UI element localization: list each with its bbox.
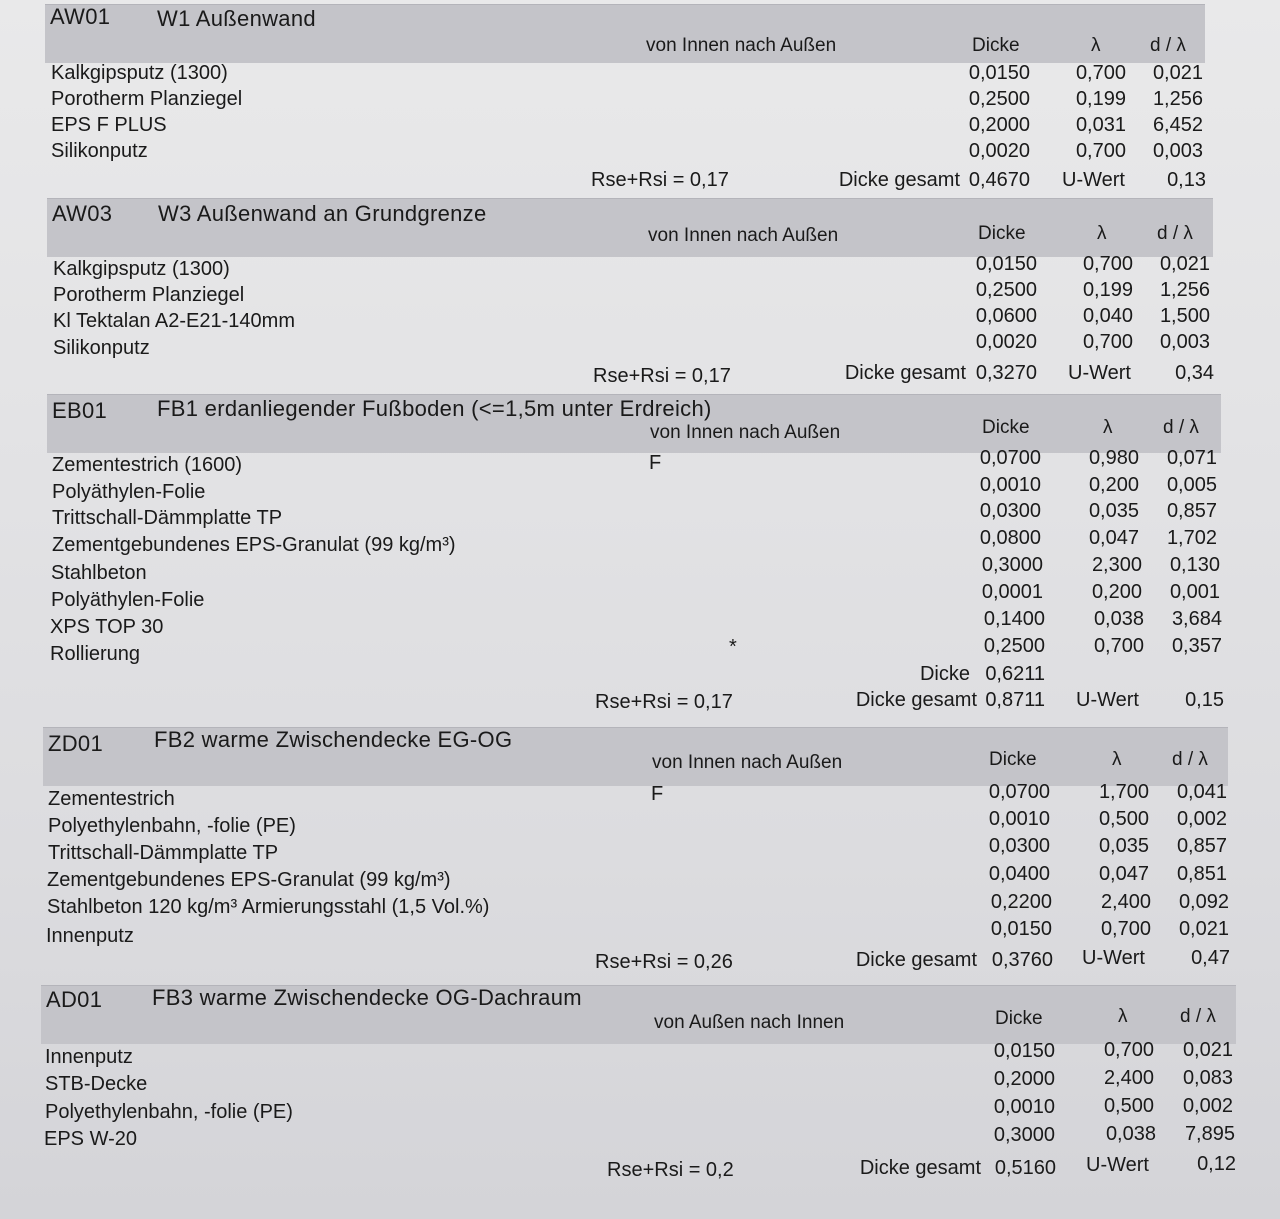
direction-label: von Innen nach Außen [648,225,839,246]
layer-dicke: 0,2500 [983,635,1045,657]
rse-rsi-value: Rse+Rsi = 0,17 [593,365,731,387]
rse-rsi-value: Rse+Rsi = 0,2 [607,1159,734,1181]
layer-dicke: 0,0700 [988,781,1050,803]
layer-dl: 1,256 [1152,88,1203,110]
dicke-gesamt-value: 0,5160 [994,1157,1056,1179]
dicke-gesamt-label: Dicke gesamt [855,949,977,971]
layer-name: Silikonputz [51,140,148,162]
layer-dicke: 0,3000 [993,1124,1055,1146]
layer-lambda: 0,035 [1088,500,1139,522]
col-dl-header: d / λ [1157,223,1193,244]
rse-rsi-value: Rse+Rsi = 0,17 [591,169,729,191]
layer-name: Zementestrich (1600) [52,454,243,476]
section-title: W1 Außenwand [157,6,316,31]
dicke-gesamt-label: Dicke gesamt [844,362,966,384]
layer-dicke: 0,0001 [981,581,1043,603]
layer-dicke: 0,0300 [988,835,1050,857]
layer-dl: 0,021 [1152,62,1203,84]
u-wert-value: 0,34 [1175,362,1214,384]
layer-lambda: 0,700 [1093,635,1144,657]
layer-name: Polyethylenbahn, -folie (PE) [45,1101,293,1123]
layer-flag: F [649,452,662,474]
layer-dicke: 0,0400 [988,863,1050,885]
col-lambda-header: λ [1112,749,1122,770]
layer-dl: 0,003 [1152,140,1203,162]
layer-lambda: 0,500 [1098,808,1149,830]
direction-label: von Außen nach Innen [654,1012,845,1033]
layer-name: Polyethylenbahn, -folie (PE) [48,815,296,837]
layer-dl: 0,092 [1178,891,1229,913]
layer-dicke: 0,0020 [968,140,1030,162]
layer-lambda: 0,040 [1082,305,1133,327]
layer-name: Innenputz [46,925,134,947]
layer-dl: 0,002 [1182,1095,1233,1117]
col-lambda-header: λ [1091,35,1101,56]
layer-dicke: 0,0700 [979,447,1041,469]
layer-dl: 0,003 [1159,331,1210,353]
col-dicke-header: Dicke [995,1008,1043,1029]
direction-label: von Innen nach Außen [646,35,837,56]
rse-rsi-value: Rse+Rsi = 0,17 [595,691,733,713]
layer-dicke: 0,2000 [968,114,1030,136]
layer-name: Polyäthylen-Folie [52,481,206,503]
layer-name: Zementgebundenes EPS-Granulat (99 kg/m³) [52,534,456,556]
layer-dl: 0,857 [1166,500,1217,522]
layer-lambda: 0,035 [1098,835,1149,857]
layer-lambda: 2,400 [1100,891,1151,913]
layer-flag: F [651,783,664,805]
layer-name: Kalkgipsputz (1300) [51,62,228,84]
layer-name: Innenputz [45,1046,133,1068]
layer-name: Porotherm Planziegel [53,284,245,306]
layer-lambda: 0,200 [1091,581,1142,603]
section-code: AW01 [50,4,111,29]
layer-dl: 0,041 [1176,781,1227,803]
layer-name: STB-Decke [45,1073,148,1095]
layer-dicke: 0,0010 [988,808,1050,830]
dicke-gesamt-value: 0,3760 [991,949,1053,971]
layer-name: Kalkgipsputz (1300) [53,258,230,280]
layer-dl: 1,500 [1159,305,1210,327]
layer-name: XPS TOP 30 [50,616,164,638]
dicke-sub-value: 0,6211 [985,663,1045,685]
col-dl-header: d / λ [1163,417,1199,438]
section-code: EB01 [52,398,108,423]
layer-name: Trittschall-Dämmplatte TP [48,842,279,864]
layer-dl: 1,702 [1166,527,1217,549]
u-wert-value: 0,47 [1191,947,1230,969]
dicke-sub-label: Dicke [919,663,970,685]
section-code: AD01 [46,987,103,1012]
layer-dl: 0,857 [1176,835,1227,857]
layer-lambda: 0,700 [1075,140,1126,162]
col-lambda-header: λ [1097,223,1107,244]
layer-name: Porotherm Planziegel [51,88,243,110]
layer-dicke: 0,3000 [981,554,1043,576]
dicke-gesamt-value: 0,8711 [985,689,1045,711]
layer-dicke: 0,2000 [993,1068,1055,1090]
layer-name: Rollierung [50,643,141,665]
layer-dl: 0,021 [1182,1039,1233,1061]
layer-dl: 0,001 [1169,581,1220,603]
layer-name: Zementestrich [48,788,175,810]
col-dl-header: d / λ [1180,1006,1216,1027]
layer-dicke: 0,2500 [975,279,1037,301]
dicke-gesamt-value: 0,4670 [968,169,1030,191]
layer-name: EPS F PLUS [51,114,167,136]
layer-lambda: 0,038 [1105,1123,1156,1145]
layer-lambda: 0,031 [1075,114,1126,136]
layer-lambda: 2,300 [1091,554,1142,576]
layer-name: Stahlbeton 120 kg/m³ Armierungsstahl (1,5 Vol.%) [47,896,490,918]
col-dicke-header: Dicke [982,417,1030,438]
u-wert-value: 0,12 [1197,1153,1236,1175]
col-lambda-header: λ [1103,417,1113,438]
layer-name: Kl Tektalan A2-E21-140mm [53,310,295,332]
layer-dl: 0,071 [1166,447,1217,469]
layer-lambda: 0,700 [1075,62,1126,84]
layer-dicke: 0,2500 [968,88,1030,110]
layer-lambda: 0,038 [1093,608,1144,630]
col-dl-header: d / λ [1150,35,1186,56]
dicke-gesamt-value: 0,3270 [975,362,1037,384]
layer-lambda: 0,199 [1082,279,1133,301]
layer-dicke: 0,0010 [993,1096,1055,1118]
layer-dicke: 0,0300 [979,500,1041,522]
section-title: W3 Außenwand an Grundgrenze [158,201,487,226]
layer-dicke: 0,0010 [979,474,1041,496]
rse-rsi-value: Rse+Rsi = 0,26 [595,951,733,973]
layer-lambda: 0,500 [1103,1095,1154,1117]
layer-lambda: 0,200 [1088,474,1139,496]
layer-dicke: 0,0150 [993,1040,1055,1062]
layer-flag: * [729,636,737,658]
col-dicke-header: Dicke [989,749,1037,770]
section-code: AW03 [52,201,113,226]
u-wert-label: U-Wert [1076,689,1139,711]
layer-lambda: 0,700 [1103,1039,1154,1061]
layer-dl: 0,130 [1169,554,1220,576]
layer-lambda: 2,400 [1103,1067,1154,1089]
layer-dl: 0,083 [1182,1067,1233,1089]
layer-lambda: 0,700 [1082,331,1133,353]
layer-dl: 0,002 [1176,808,1227,830]
col-lambda-header: λ [1118,1006,1128,1027]
layer-name: EPS W-20 [44,1128,137,1150]
direction-label: von Innen nach Außen [652,752,843,773]
section-title: FB3 warme Zwischendecke OG-Dachraum [152,985,582,1010]
layer-lambda: 0,199 [1075,88,1126,110]
layer-dicke: 0,2200 [990,891,1052,913]
u-wert-value: 0,15 [1185,689,1224,711]
col-dicke-header: Dicke [978,223,1026,244]
layer-dicke: 0,1400 [983,608,1045,630]
layer-dicke: 0,0600 [975,305,1037,327]
dicke-gesamt-label: Dicke gesamt [838,169,960,191]
layer-lambda: 1,700 [1098,781,1149,803]
layer-dl: 0,357 [1171,635,1222,657]
layer-dl: 7,895 [1184,1123,1235,1145]
section-code: ZD01 [48,731,103,756]
layer-dicke: 0,0150 [968,62,1030,84]
layer-name: Silikonputz [53,337,150,359]
layer-dl: 3,684 [1171,608,1222,630]
layer-lambda: 0,047 [1098,863,1149,885]
u-wert-label: U-Wert [1062,169,1125,191]
layer-dicke: 0,0800 [979,527,1041,549]
u-wert-value: 0,13 [1167,169,1206,191]
layer-dicke: 0,0020 [975,331,1037,353]
section-title: FB1 erdanliegender Fußboden (<=1,5m unter Erdreich) [157,396,712,421]
u-wert-label: U-Wert [1086,1154,1149,1176]
layer-dl: 0,021 [1178,918,1229,940]
section-title: FB2 warme Zwischendecke EG-OG [154,727,513,752]
layer-dicke: 0,0150 [990,918,1052,940]
layer-dl: 0,851 [1176,863,1227,885]
layer-lambda: 0,980 [1088,447,1139,469]
layer-name: Polyäthylen-Folie [51,589,205,611]
layer-dl: 0,005 [1166,474,1217,496]
layer-dicke: 0,0150 [975,253,1037,275]
u-wert-label: U-Wert [1068,362,1131,384]
direction-label: von Innen nach Außen [650,422,841,443]
layer-lambda: 0,700 [1100,918,1151,940]
dicke-gesamt-label: Dicke gesamt [859,1157,981,1179]
dicke-gesamt-label: Dicke gesamt [855,689,977,711]
layer-name: Zementgebundenes EPS-Granulat (99 kg/m³) [47,869,451,891]
layer-lambda: 0,700 [1082,253,1133,275]
layer-lambda: 0,047 [1088,527,1139,549]
col-dicke-header: Dicke [972,35,1020,56]
col-dl-header: d / λ [1172,749,1208,770]
layer-dl: 0,021 [1159,253,1210,275]
layer-name: Stahlbeton [51,562,147,584]
layer-dl: 1,256 [1159,279,1210,301]
layer-name: Trittschall-Dämmplatte TP [52,507,283,529]
layer-dl: 6,452 [1152,114,1203,136]
u-wert-label: U-Wert [1082,947,1145,969]
